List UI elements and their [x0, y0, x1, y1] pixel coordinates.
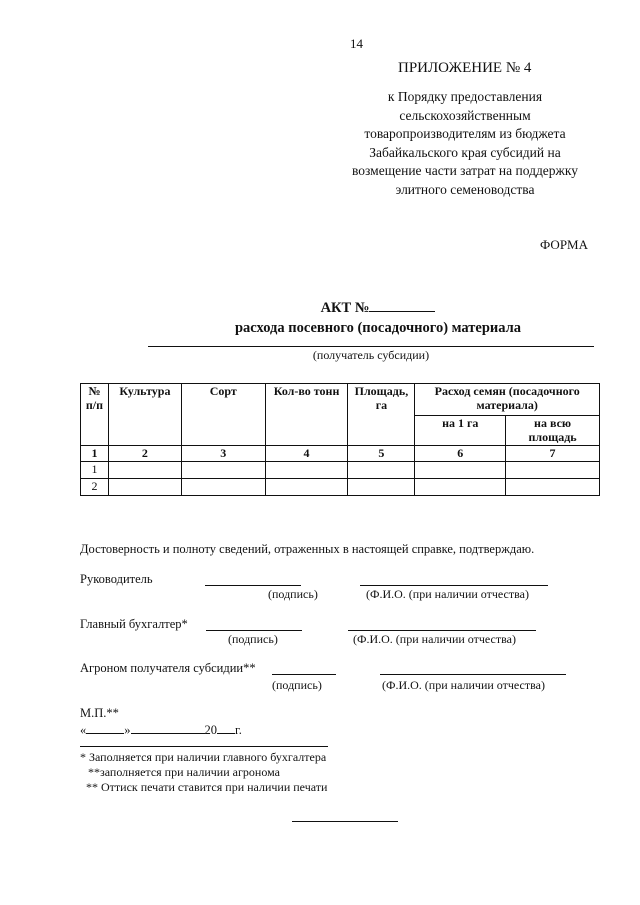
chief-accountant-label: Главный бухгалтер* — [80, 617, 188, 631]
table-cell[interactable] — [506, 462, 600, 479]
table-row — [81, 479, 600, 496]
column-numbers-row — [81, 446, 600, 462]
table-cell[interactable] — [348, 462, 415, 479]
date-quote-close: » — [124, 723, 131, 737]
table-row — [81, 462, 600, 479]
date-year-blank[interactable] — [217, 721, 235, 734]
footnote: ** Оттиск печати ставится при наличии печати — [86, 780, 328, 794]
header-consumption: Расход семян (посадочного материала) — [415, 384, 600, 416]
end-divider — [292, 821, 398, 822]
agronomist-signature-line[interactable] — [272, 674, 336, 675]
appendix-line: к Порядку предоставления — [387, 89, 543, 104]
table-cell[interactable] — [415, 479, 506, 496]
agronomist-label: Агроном получателя субсидии** — [80, 661, 256, 675]
signature-hint: (подпись) — [268, 587, 318, 601]
consumption-table — [80, 383, 600, 496]
form-label: ФОРМА — [540, 237, 588, 252]
page-number: 14 — [350, 36, 363, 51]
footnote-divider — [80, 746, 328, 747]
appendix-line: возмещение части затрат на поддержку — [352, 163, 578, 178]
date-year-suffix: г. — [235, 723, 242, 737]
column-number: 5 — [348, 446, 415, 462]
header-per-ha: на 1 га — [415, 416, 506, 446]
table-cell[interactable] — [506, 479, 600, 496]
table-cell[interactable] — [348, 479, 415, 496]
appendix-line: элитного семеноводства — [395, 181, 535, 197]
head-name-line[interactable] — [360, 585, 548, 586]
table-cell[interactable] — [181, 479, 265, 496]
table-cell[interactable] — [265, 479, 348, 496]
signature-hint: (подпись) — [272, 678, 322, 692]
appendix-line: Забайкальского края субсидий на — [369, 144, 561, 160]
name-hint: (Ф.И.О. (при наличии отчества) — [353, 632, 516, 646]
date-day-blank[interactable] — [86, 721, 124, 734]
column-number: 6 — [415, 446, 506, 462]
footnote: * Заполняется при наличии главного бухгалтера — [80, 750, 327, 764]
row-number: 2 — [81, 479, 109, 496]
row-number: 1 — [81, 462, 109, 479]
column-number: 3 — [181, 446, 265, 462]
date-quote-open: « — [80, 723, 87, 737]
header-tons: Кол-во тонн — [265, 384, 348, 446]
confirmation-text: Достоверность и полноту сведений, отраженных в настоящей справке, подтверждаю. — [80, 542, 535, 556]
accountant-name-line[interactable] — [348, 630, 536, 631]
header-variety: Сорт — [181, 384, 265, 446]
column-number: 2 — [108, 446, 181, 462]
date-month-blank[interactable] — [131, 721, 205, 734]
accountant-signature-line[interactable] — [206, 630, 302, 631]
column-number: 7 — [506, 446, 600, 462]
appendix-title: ПРИЛОЖЕНИЕ № 4 — [398, 60, 532, 76]
signature-hint: (подпись) — [228, 632, 278, 646]
date-line — [80, 721, 242, 738]
column-number: 1 — [81, 446, 109, 462]
table-cell[interactable] — [181, 462, 265, 479]
agronomist-name-line[interactable] — [380, 674, 566, 675]
table-cell[interactable] — [108, 479, 181, 496]
name-hint: (Ф.И.О. (при наличии отчества) — [382, 678, 545, 692]
table-cell[interactable] — [108, 462, 181, 479]
appendix-description — [330, 88, 600, 199]
table-cell[interactable] — [265, 462, 348, 479]
table-cell[interactable] — [415, 462, 506, 479]
header-total-area: на всю площадь — [506, 416, 600, 446]
act-title — [230, 298, 526, 338]
recipient-label: (получатель субсидии) — [312, 348, 430, 362]
header-culture: Культура — [108, 384, 181, 446]
header-area: Площадь, га — [348, 384, 415, 446]
column-number: 4 — [265, 446, 348, 462]
head-label: Руководитель — [80, 572, 153, 586]
date-year: 20 — [204, 723, 217, 737]
recipient-line — [148, 346, 594, 347]
name-hint: (Ф.И.О. (при наличии отчества) — [366, 587, 529, 601]
act-title-prefix: АКТ № — [320, 300, 370, 316]
act-subtitle: расхода посевного (посадочного) материала — [234, 320, 522, 336]
header-num: № п/п — [81, 384, 109, 446]
act-number-blank — [369, 298, 435, 312]
stamp-label: М.П.** — [80, 706, 119, 720]
appendix-line: товаропроизводителям из бюджета — [364, 126, 566, 141]
appendix-line: сельскохозяйственным — [399, 107, 531, 123]
head-signature-line[interactable] — [205, 585, 301, 586]
footnote: **заполняется при наличии агронома — [88, 765, 280, 779]
